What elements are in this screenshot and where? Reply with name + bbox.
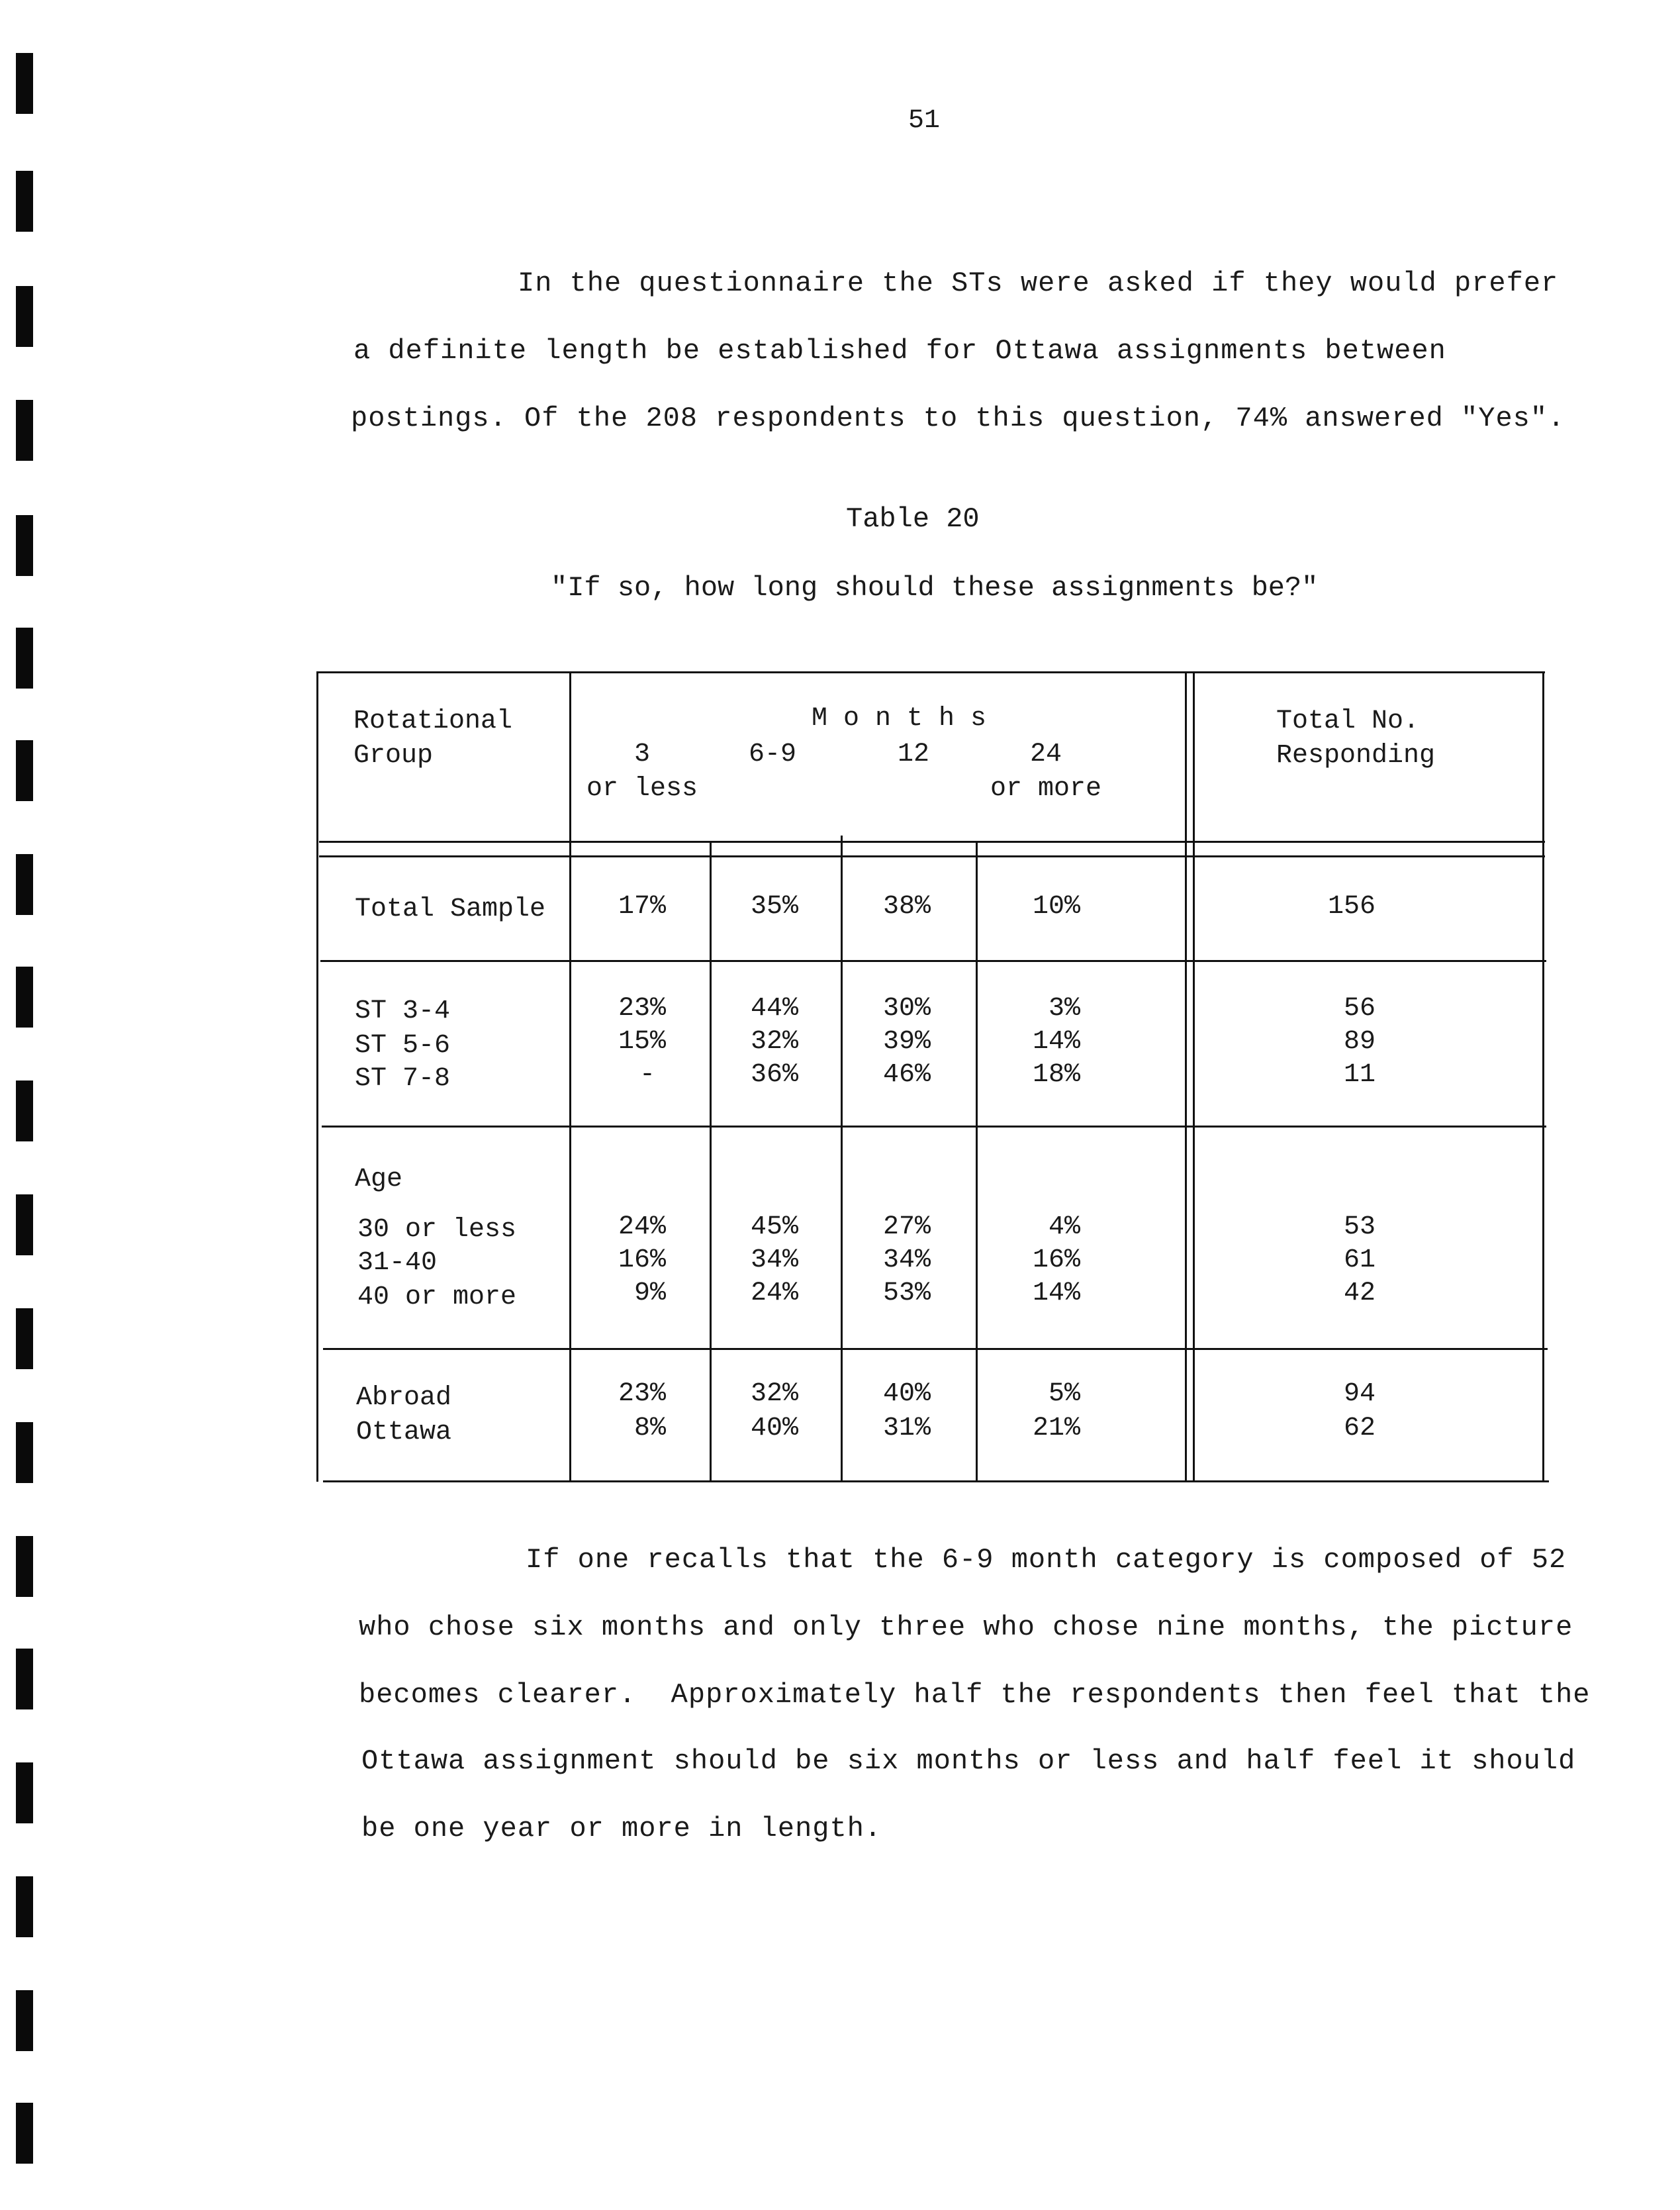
cell-m69: 32% — [750, 1027, 798, 1057]
margin-mark — [16, 2103, 33, 2164]
row-divider — [323, 1348, 1548, 1350]
cell-m69: 34% — [750, 1245, 798, 1275]
cell-m69: 24% — [750, 1278, 798, 1308]
cell-m12: 39% — [882, 1027, 931, 1057]
row-label: Abroad — [356, 1383, 452, 1413]
cell-total: 156 — [1327, 892, 1376, 922]
cell-m24: 21% — [1032, 1414, 1080, 1443]
cell-m24: 4% — [1048, 1212, 1080, 1242]
cell-m12: 30% — [882, 994, 931, 1024]
cell-m24: 14% — [1032, 1278, 1080, 1308]
cell-m24: 3% — [1048, 994, 1080, 1024]
paragraph-line: a definite length be established for Ottawa assignments between — [353, 335, 1446, 367]
cell-m12: 40% — [882, 1379, 931, 1409]
cell-m69: 44% — [750, 994, 798, 1024]
margin-mark — [16, 1876, 33, 1937]
row-label: ST 3-4 — [355, 996, 451, 1026]
cell-m69: 32% — [750, 1379, 798, 1409]
cell-m12: 34% — [882, 1245, 931, 1275]
page-number: 51 — [908, 106, 941, 136]
margin-mark — [16, 171, 33, 232]
cell-m3: 8% — [633, 1414, 666, 1443]
row-label: 30 or less — [357, 1215, 517, 1245]
cell-m24: 14% — [1032, 1027, 1080, 1057]
cell-total: 53 — [1343, 1212, 1376, 1242]
cell-m69: 36% — [750, 1060, 798, 1090]
margin-mark — [16, 1990, 33, 2051]
header-month-6-9: 6-9 — [748, 740, 796, 769]
margin-mark — [16, 1308, 33, 1369]
row-label: ST 7-8 — [355, 1064, 451, 1094]
paragraph-line: In the questionnaire the STs were asked if they would prefer — [518, 267, 1559, 299]
paragraph-line: becomes clearer. Approximately half the respondents then feel that the — [359, 1679, 1591, 1711]
cell-m3: - — [639, 1060, 655, 1090]
header-rule — [319, 841, 1545, 843]
margin-mark — [16, 854, 33, 915]
margin-mark — [16, 400, 33, 461]
row-label: 40 or more — [357, 1282, 517, 1312]
margin-mark — [16, 1649, 33, 1709]
cell-m24: 16% — [1032, 1245, 1080, 1275]
margin-mark — [16, 740, 33, 801]
margin-mark — [16, 628, 33, 689]
margin-mark — [16, 1194, 33, 1255]
row-label: 31-40 — [357, 1248, 438, 1278]
cell-total: 62 — [1343, 1414, 1376, 1443]
cell-m3: 9% — [633, 1278, 666, 1308]
double-divider — [1193, 671, 1195, 1482]
table-border-left — [316, 671, 318, 1482]
column-divider — [841, 836, 843, 1482]
column-divider — [976, 841, 978, 1482]
paragraph-line: be one year or more in length. — [361, 1813, 882, 1845]
cell-total: 11 — [1343, 1060, 1376, 1090]
paragraph-line: who chose six months and only three who chose nine months, the picture — [359, 1611, 1573, 1643]
paragraph-line: Ottawa assignment should be six months or less and half feel it should — [361, 1745, 1576, 1777]
header-months-label: M o n t h s — [812, 704, 987, 734]
row-label: Ottawa — [356, 1417, 452, 1447]
table-border-top — [316, 671, 1545, 673]
cell-total: 42 — [1343, 1278, 1376, 1308]
header-rule — [319, 855, 1545, 857]
paragraph-line: postings. Of the 208 respondents to this question, 74% answered "Yes". — [351, 403, 1565, 434]
margin-mark — [16, 286, 33, 347]
margin-mark — [16, 1762, 33, 1823]
cell-m3: 17% — [618, 892, 666, 922]
header-month-12: 12 — [897, 740, 929, 769]
cell-m69: 45% — [750, 1212, 798, 1242]
cell-m3: 23% — [618, 1379, 666, 1409]
table-border-bottom — [323, 1480, 1549, 1482]
header-month-24: 24 or more — [990, 740, 1102, 804]
row-divider — [320, 960, 1546, 962]
cell-m12: 31% — [882, 1414, 931, 1443]
row-label: Total Sample — [355, 894, 546, 924]
cell-m24: 18% — [1032, 1060, 1080, 1090]
cell-m3: 24% — [618, 1212, 666, 1242]
margin-mark — [16, 515, 33, 576]
row-divider — [322, 1126, 1546, 1128]
column-divider — [710, 841, 712, 1482]
column-divider — [569, 671, 571, 1482]
cell-total: 89 — [1343, 1027, 1376, 1057]
section-heading: Age — [355, 1165, 403, 1194]
cell-m3: 16% — [618, 1245, 666, 1275]
cell-m24: 5% — [1048, 1379, 1080, 1409]
margin-mark — [16, 967, 33, 1028]
cell-total: 61 — [1343, 1245, 1376, 1275]
cell-m12: 46% — [882, 1060, 931, 1090]
header-total-label: Total No. Responding — [1276, 706, 1436, 771]
cell-m69: 40% — [750, 1414, 798, 1443]
margin-mark — [16, 1081, 33, 1141]
margin-mark — [16, 1422, 33, 1483]
cell-m24: 10% — [1032, 892, 1080, 922]
cell-m3: 15% — [618, 1027, 666, 1057]
cell-m69: 35% — [750, 892, 798, 922]
paragraph-line: If one recalls that the 6-9 month category is composed of 52 — [526, 1544, 1567, 1576]
margin-mark — [16, 53, 33, 114]
cell-m12: 27% — [882, 1212, 931, 1242]
table-question: "If so, how long should these assignments be?" — [551, 572, 1319, 604]
row-label: ST 5-6 — [355, 1031, 451, 1061]
margin-mark — [16, 1536, 33, 1597]
table-border-right — [1542, 671, 1544, 1482]
header-month-3: 3 or less — [586, 740, 698, 804]
cell-m12: 38% — [882, 892, 931, 922]
table-caption: Table 20 — [846, 503, 980, 535]
cell-m12: 53% — [882, 1278, 931, 1308]
cell-total: 56 — [1343, 994, 1376, 1024]
header-group-label: Rotational Group — [353, 706, 513, 771]
cell-total: 94 — [1343, 1379, 1376, 1409]
double-divider — [1185, 671, 1187, 1482]
cell-m3: 23% — [618, 994, 666, 1024]
